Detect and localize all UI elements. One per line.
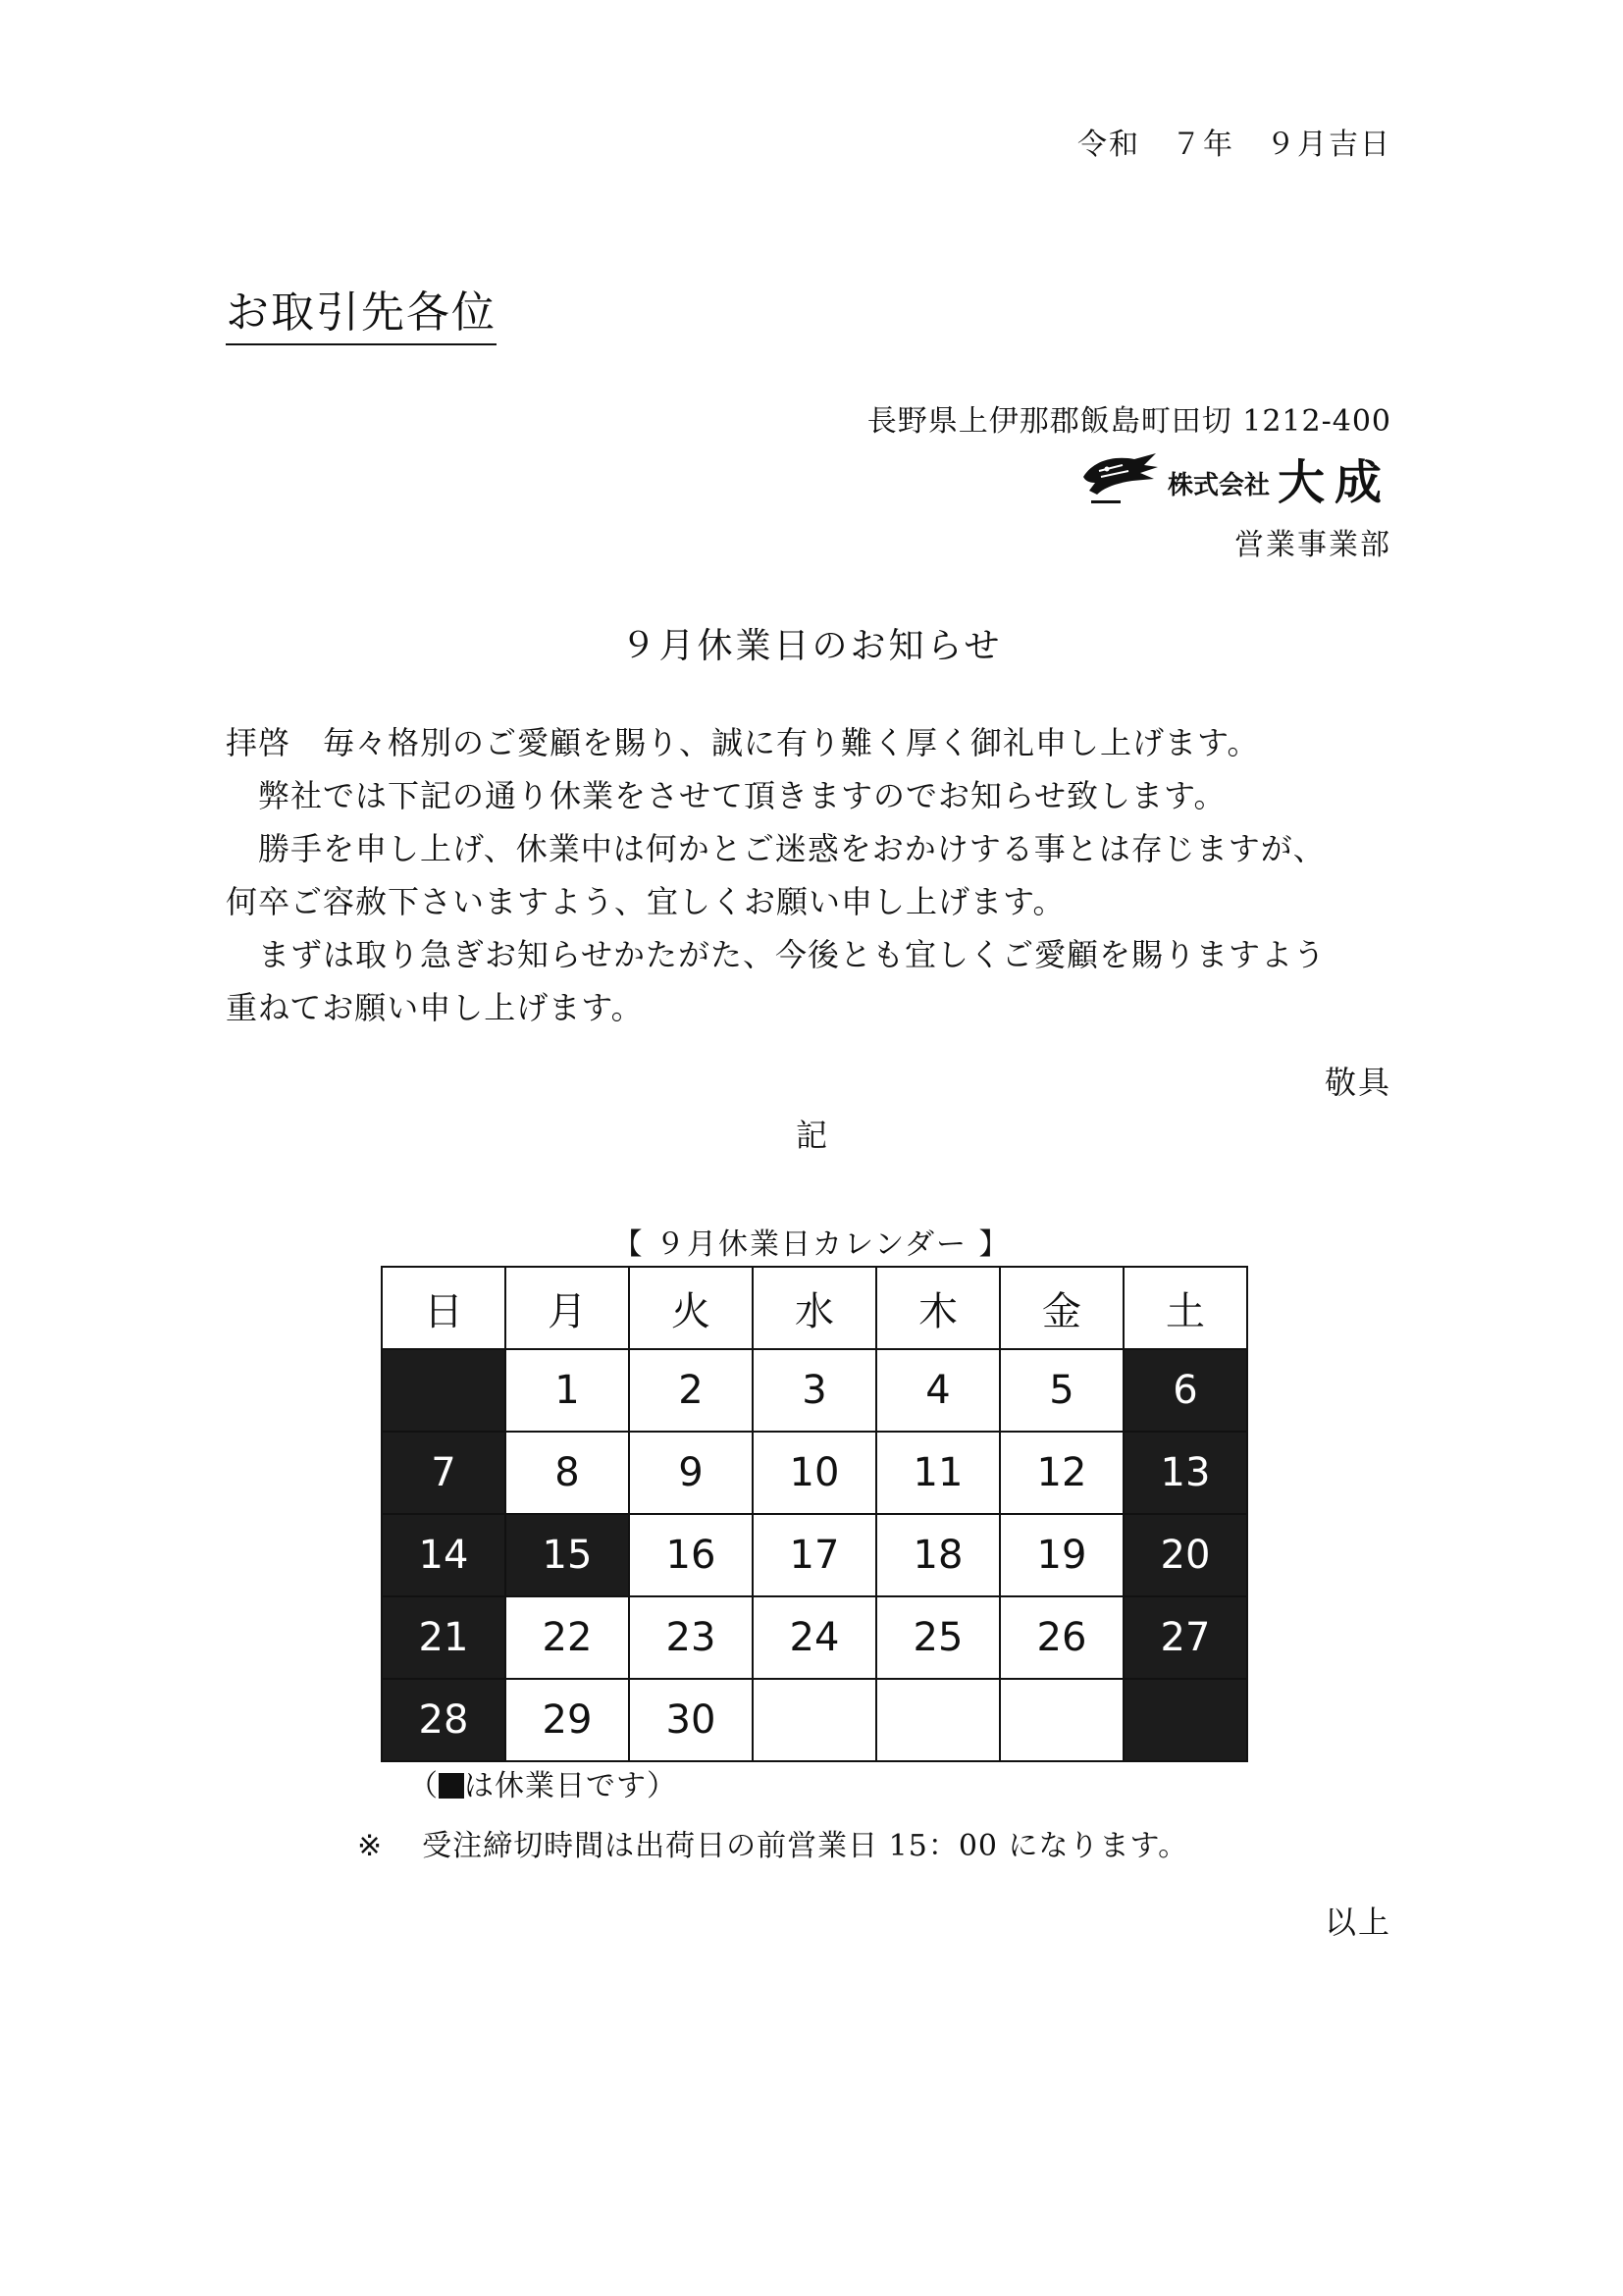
- calendar-day: 1: [505, 1349, 629, 1432]
- calendar-day: 9: [629, 1432, 753, 1514]
- calendar-day: 19: [1000, 1514, 1124, 1596]
- company-logo: [1079, 447, 1391, 508]
- weekday-header: 月: [505, 1267, 629, 1349]
- end-marker: 以上: [1324, 1904, 1391, 1941]
- addressee: お取引先各位: [226, 277, 497, 345]
- calendar-day: 3: [753, 1349, 876, 1432]
- calendar-day: 4: [876, 1349, 1000, 1432]
- calendar-day: 10: [753, 1432, 876, 1514]
- calendar-day: 2: [629, 1349, 753, 1432]
- calendar-day: [1000, 1679, 1124, 1761]
- calendar-day: 23: [629, 1596, 753, 1679]
- body-line: 何卒ご容赦下さいますよう、宜しくお願い申し上げます。: [226, 883, 1066, 920]
- calendar-day: 26: [1000, 1596, 1124, 1679]
- note-mark: ※: [357, 1829, 384, 1863]
- calendar-day-holiday: 28: [382, 1679, 505, 1761]
- weekday-header: 水: [753, 1267, 876, 1349]
- weekday-header-row: [382, 1267, 1247, 1349]
- body-line: まずは取り急ぎお知らせかたがた、今後とも宜しくご愛顧を賜りますよう: [226, 936, 1327, 973]
- calendar-day-holiday: 27: [1124, 1596, 1247, 1679]
- body-line: 重ねてお願い申し上げます。: [226, 989, 644, 1026]
- calendar-day-holiday: [382, 1349, 505, 1432]
- weekday-header: 土: [1124, 1267, 1247, 1349]
- calendar-day: 11: [876, 1432, 1000, 1514]
- calendar-day: 24: [753, 1596, 876, 1679]
- calendar-day: 16: [629, 1514, 753, 1596]
- calendar-day: 18: [876, 1514, 1000, 1596]
- black-square-icon: [439, 1773, 464, 1799]
- document-date: 令和 ７年 ９月吉日: [1077, 128, 1391, 162]
- calendar-day: 17: [753, 1514, 876, 1596]
- calendar-day-holiday: 21: [382, 1596, 505, 1679]
- body-line: 弊社では下記の通り休業をさせて頂きますのでお知らせ致します。: [226, 777, 1227, 814]
- order-deadline-note: [357, 1821, 1188, 1864]
- body-line: 拝啓 毎々格別のご愛顧を賜り、誠に有り難く厚く御礼申し上げます。: [226, 724, 1260, 761]
- calendar-day: 25: [876, 1596, 1000, 1679]
- calendar-week-row: [382, 1679, 1247, 1761]
- holiday-calendar: [381, 1266, 1248, 1762]
- letter-body: [226, 716, 1403, 1034]
- calendar-day: 29: [505, 1679, 629, 1761]
- calendar-day: 8: [505, 1432, 629, 1514]
- calendar-day-holiday: 6: [1124, 1349, 1247, 1432]
- weekday-header: 日: [382, 1267, 505, 1349]
- company-type: 株式会社: [1167, 471, 1270, 500]
- legend-text: は休業日です）: [464, 1769, 677, 1803]
- calendar-day: 30: [629, 1679, 753, 1761]
- calendar-day-holiday: 7: [382, 1432, 505, 1514]
- note-text: 受注締切時間は出荷日の前営業日 15：00 になります。: [422, 1829, 1189, 1863]
- calendar-day: [876, 1679, 1000, 1761]
- weekday-header: 金: [1000, 1267, 1124, 1349]
- calendar-day-holiday: [1124, 1679, 1247, 1761]
- calendar-day: 5: [1000, 1349, 1124, 1432]
- calendar-title: 【 ９月休業日カレンダー 】: [612, 1227, 1011, 1262]
- sender-department: 営業事業部: [1234, 528, 1391, 562]
- calendar-week-row: [382, 1349, 1247, 1432]
- document-title: ９月休業日のお知らせ: [620, 626, 1003, 666]
- calendar-legend: [408, 1761, 677, 1804]
- calendar-body: [382, 1349, 1247, 1761]
- weekday-header: 木: [876, 1267, 1000, 1349]
- dragon-logo-icon: [1079, 447, 1160, 508]
- calendar-day: [753, 1679, 876, 1761]
- ki-marker: 記: [795, 1117, 827, 1154]
- calendar-week-row: [382, 1432, 1247, 1514]
- closing-keigu: 敬具: [1324, 1064, 1391, 1101]
- company-name: 大成: [1277, 455, 1391, 510]
- calendar-day: 12: [1000, 1432, 1124, 1514]
- calendar-day: 22: [505, 1596, 629, 1679]
- calendar-day-holiday: 20: [1124, 1514, 1247, 1596]
- calendar-day-holiday: 13: [1124, 1432, 1247, 1514]
- calendar-week-row: [382, 1514, 1247, 1596]
- body-line: 勝手を申し上げ、休業中は何かとご迷惑をおかけする事とは存じますが、: [226, 830, 1326, 867]
- weekday-header: 火: [629, 1267, 753, 1349]
- calendar-day-holiday: 14: [382, 1514, 505, 1596]
- sender-address: 長野県上伊那郡飯島町田切 1212-400: [866, 404, 1391, 439]
- legend-open-paren: （: [408, 1769, 439, 1803]
- calendar-week-row: [382, 1596, 1247, 1679]
- calendar-day-holiday: 15: [505, 1514, 629, 1596]
